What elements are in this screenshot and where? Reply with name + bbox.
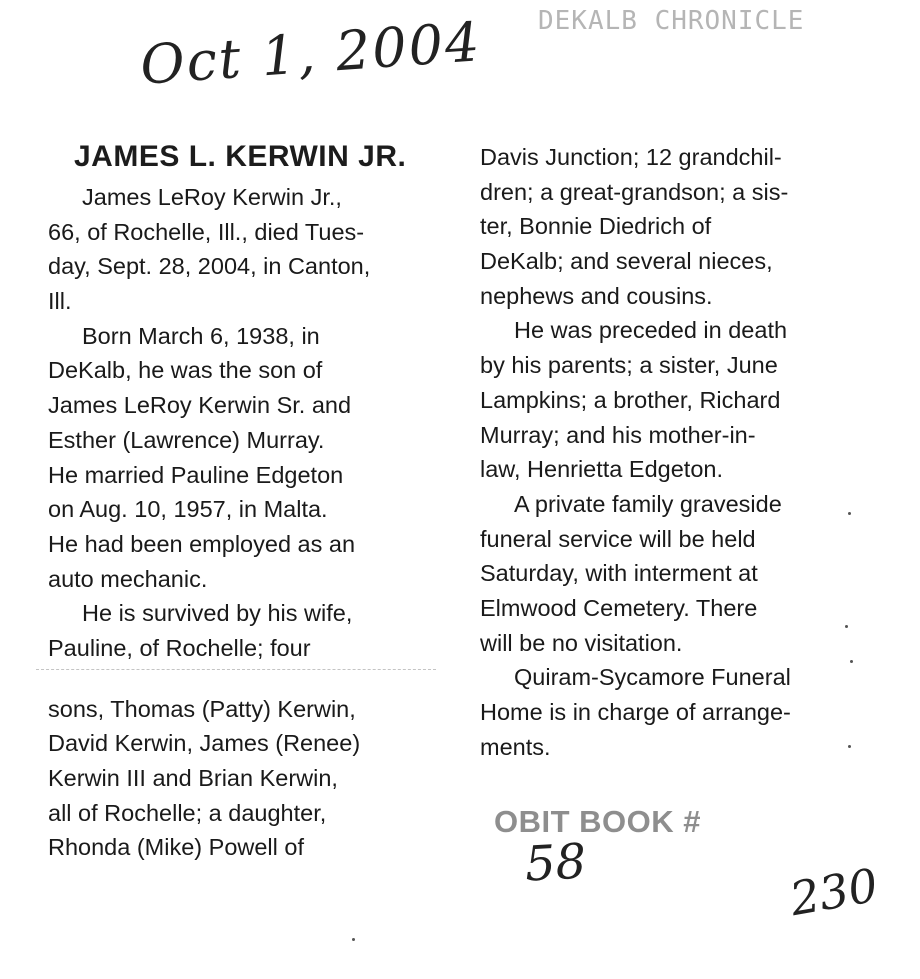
left-column-body xyxy=(48,180,448,666)
article-line: DeKalb, he was the son of xyxy=(48,357,323,384)
article-line: Born March 6, 1938, in xyxy=(82,322,320,349)
article-line: Davis Junction; 12 grandchil- xyxy=(480,144,782,170)
scan-speck xyxy=(845,625,848,628)
article-line: will be no visitation. xyxy=(480,629,683,656)
article-line: 66, of Rochelle, Ill., died Tues- xyxy=(48,218,365,245)
clipping-fold-line xyxy=(36,669,436,682)
article-line: day, Sept. 28, 2004, in Canton, xyxy=(48,253,371,280)
article-line: Ill. xyxy=(48,288,72,315)
article-line: He was preceded in death xyxy=(514,317,788,344)
handwritten-date: Oct 1, 2004 xyxy=(138,10,484,97)
article-line: Kerwin III and Brian Kerwin, xyxy=(48,765,338,791)
article-line: Murray; and his mother-in- xyxy=(480,421,756,448)
article-line: James LeRoy Kerwin Sr. and xyxy=(48,392,352,419)
page-number: 230 xyxy=(785,857,882,927)
article-line: sons, Thomas (Patty) Kerwin, xyxy=(48,695,356,722)
article-headline: JAMES L. KERWIN JR. xyxy=(74,140,407,173)
article-line: James LeRoy Kerwin Jr., xyxy=(82,184,342,210)
article-line: Pauline, of Rochelle; four xyxy=(48,634,311,661)
scan-speck xyxy=(352,938,355,941)
article-line: by his parents; a sister, June xyxy=(480,352,778,379)
obit-book-label: OBIT BOOK # xyxy=(494,804,702,839)
article-line: ments. xyxy=(480,733,551,760)
article-line: funeral service will be held xyxy=(480,525,756,552)
article-line: A private family graveside xyxy=(514,490,782,517)
left-column-body-continued xyxy=(48,692,448,865)
scan-speck xyxy=(848,512,851,515)
article-line: Esther (Lawrence) Murray. xyxy=(48,426,325,453)
article-line: Quiram-Sycamore Funeral xyxy=(514,664,791,691)
article-line: He had been employed as an xyxy=(48,530,356,557)
article-line: law, Henrietta Edgeton. xyxy=(480,456,723,483)
article-line: Rhonda (Mike) Powell of xyxy=(48,834,304,861)
article-line: Home is in charge of arrange- xyxy=(480,699,791,725)
article-line: on Aug. 10, 1957, in Malta. xyxy=(48,496,328,523)
article-line: ter, Bonnie Diedrich of xyxy=(480,213,712,240)
article-line: auto mechanic. xyxy=(48,565,208,592)
scan-speck xyxy=(848,745,851,748)
article-line: all of Rochelle; a daughter, xyxy=(48,799,327,826)
obit-book-number: 58 xyxy=(523,833,588,893)
right-column-body xyxy=(480,140,855,764)
scan-speck xyxy=(850,660,853,663)
article-line: Elmwood Cemetery. There xyxy=(480,594,758,621)
article-line: DeKalb; and several nieces, xyxy=(480,248,773,275)
article-line: He is survived by his wife, xyxy=(82,600,353,627)
newspaper-stamp: DEKALB CHRONICLE xyxy=(538,6,805,36)
article-line: nephews and cousins. xyxy=(480,282,713,309)
article-column-left xyxy=(48,140,448,865)
article-line: Saturday, with interment at xyxy=(480,560,758,587)
article-line: David Kerwin, James (Renee) xyxy=(48,730,361,757)
article-line: dren; a great-grandson; a sis- xyxy=(480,178,789,205)
article-line: Lampkins; a brother, Richard xyxy=(480,386,781,413)
article-column-right xyxy=(480,140,855,764)
article-line: He married Pauline Edgeton xyxy=(48,461,344,488)
